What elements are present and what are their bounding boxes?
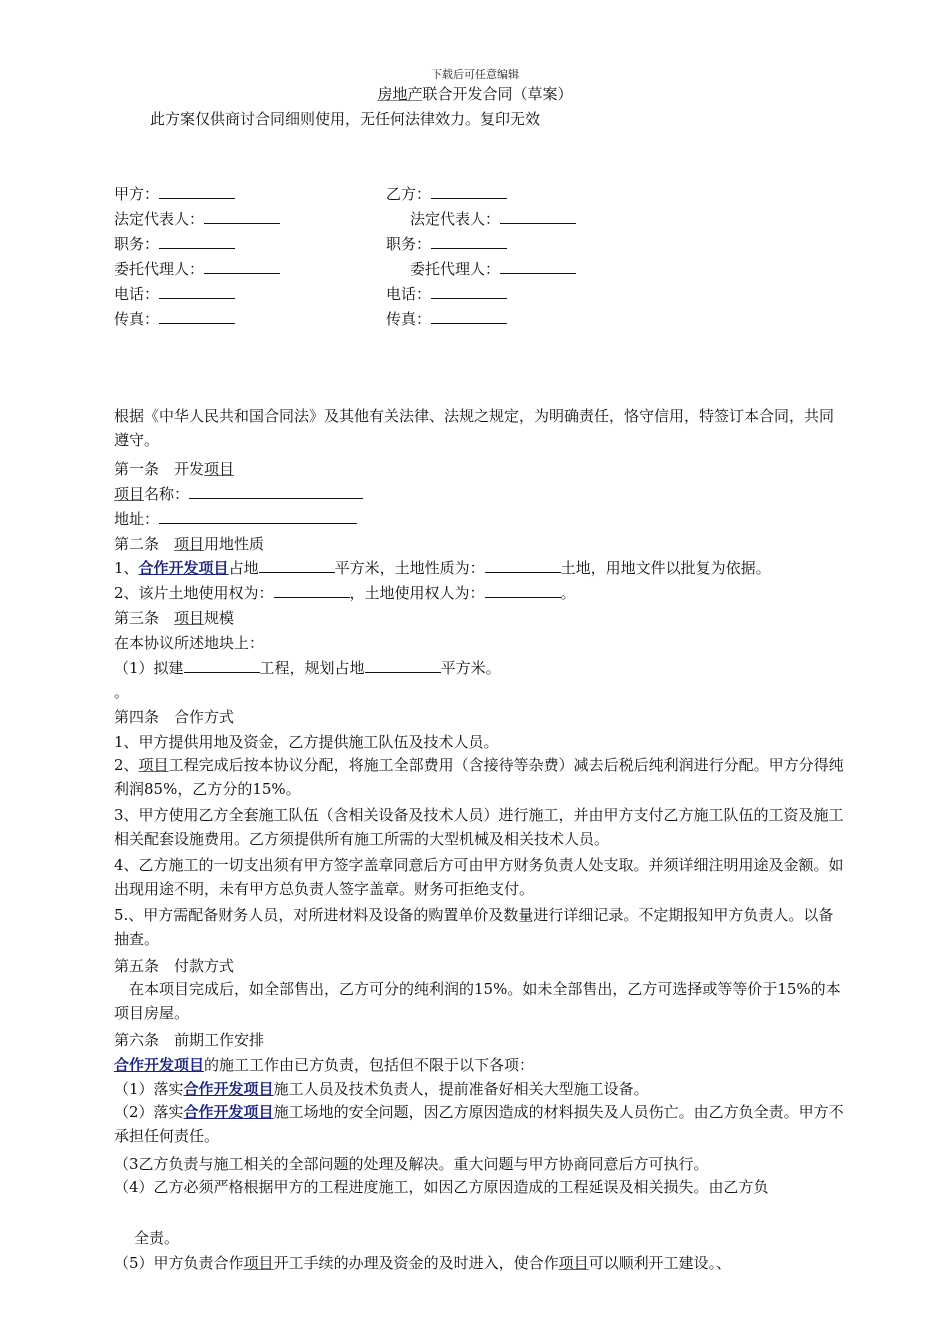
field-label: 电话： bbox=[114, 285, 160, 303]
coop-project-link[interactable]: 合作开发项目 bbox=[114, 1056, 205, 1074]
field-label: 电话： bbox=[386, 285, 432, 303]
party-b-fax-field bbox=[386, 308, 507, 329]
document-title bbox=[0, 83, 950, 104]
article-heading-rest: 用地性质 bbox=[204, 535, 265, 553]
text: 施工人员及技术负责人，提前准备好相关大型施工设备。 bbox=[273, 1080, 649, 1098]
blank-line bbox=[274, 583, 350, 598]
text: 土地，用地文件以批复为依据。 bbox=[560, 559, 771, 577]
field-label: 乙方： bbox=[386, 185, 432, 203]
article-3-item-1 bbox=[114, 657, 501, 678]
field-label: 传真： bbox=[386, 310, 432, 328]
field-label: 传真： bbox=[114, 310, 160, 328]
article-4-item-1: 1、甲方提供用地及资金，乙方提供施工队伍及技术人员。 bbox=[114, 733, 499, 751]
text: 2、该片土地使用权为： bbox=[114, 584, 274, 602]
intro-paragraph: 根据《中华人民共和国合同法》及其他有关法律、法规之规定，为明确责任，恪守信用，特签订本合同，共同遵守。 bbox=[114, 407, 835, 449]
field-label: 职务： bbox=[386, 235, 432, 253]
text: 2、 bbox=[114, 756, 139, 774]
field-label: 甲方： bbox=[114, 185, 160, 203]
article-6-item-4-cont: 全责。 bbox=[134, 1229, 180, 1247]
text: 开工手续的办理及资金的及时进入，使合作 bbox=[273, 1254, 559, 1272]
text: 的施工工作由已方负责，包括但不限于以下各项： bbox=[204, 1056, 535, 1074]
article-3-intro: 在本协议所述地块上： bbox=[114, 634, 265, 652]
field-label: 名称： bbox=[144, 485, 190, 503]
blank-line bbox=[485, 583, 561, 598]
article-4-item-5: 5.、甲方需配备财务人员，对所进材料及设备的购置单价及数量进行详细记录。不定期报知甲方负责人。以备抽查。 bbox=[114, 906, 834, 948]
field-label: 法定代表人： bbox=[410, 210, 501, 228]
blank-line bbox=[189, 484, 363, 499]
text: ，土地使用权人为： bbox=[349, 584, 485, 602]
address-field bbox=[114, 508, 357, 529]
blank-line bbox=[500, 259, 576, 274]
blank-line bbox=[159, 309, 235, 324]
party-b-agent-field bbox=[410, 258, 576, 279]
blank-line bbox=[500, 209, 576, 224]
text: 工程，规划占地 bbox=[259, 659, 365, 677]
text: （2）落实 bbox=[114, 1103, 184, 1121]
coop-project-link[interactable]: 合作开发项目 bbox=[138, 559, 229, 577]
article-5-paragraph: 在本项目完成后，如全部售出，乙方可分的纯利润的15%。如未全部售出，乙方可选择或等等价于15%的本项目房屋。 bbox=[114, 980, 841, 1022]
party-a-agent-field bbox=[114, 258, 280, 279]
project-term: 项目 bbox=[174, 609, 205, 627]
project-term: 项目 bbox=[558, 1254, 589, 1272]
field-label: 地址： bbox=[114, 510, 160, 528]
article-heading: 第二条 bbox=[114, 535, 175, 553]
blank-line bbox=[431, 284, 507, 299]
article-2-title bbox=[114, 533, 264, 554]
party-a-position-field bbox=[114, 233, 235, 254]
blank-line bbox=[184, 658, 260, 673]
article-4-item-2 bbox=[114, 753, 854, 801]
article-6-item-3: （3乙方负责与施工相关的全部问题的处理及解决。重大问题与甲方协商同意后方可执行。 bbox=[114, 1155, 709, 1173]
article-1-title bbox=[114, 458, 234, 479]
party-a-legal-rep-field bbox=[114, 208, 280, 229]
field-label: 法定代表人： bbox=[114, 210, 205, 228]
article-heading: 第三条 bbox=[114, 609, 175, 627]
article-6-item-1 bbox=[114, 1078, 649, 1099]
article-2-item-2 bbox=[114, 582, 576, 603]
article-3-title bbox=[114, 607, 234, 628]
party-b-position-field bbox=[386, 233, 507, 254]
blank-line bbox=[204, 259, 280, 274]
article-6-title: 第六条 前期工作安排 bbox=[114, 1031, 265, 1049]
project-name-field bbox=[114, 483, 363, 504]
party-b-field bbox=[386, 183, 507, 204]
download-note: 下载后可任意编辑 bbox=[431, 68, 519, 81]
article-heading: 第一条 开发 bbox=[114, 460, 205, 478]
party-a-fax-field bbox=[114, 308, 235, 329]
blank-line bbox=[159, 509, 357, 524]
blank-line bbox=[431, 309, 507, 324]
text: 1、 bbox=[114, 559, 139, 577]
blank-line bbox=[159, 184, 235, 199]
article-4-title: 第四条 合作方式 bbox=[114, 708, 235, 726]
coop-project-link[interactable]: 合作开发项目 bbox=[183, 1103, 274, 1121]
text: 平方米，土地性质为： bbox=[334, 559, 485, 577]
blank-line bbox=[204, 209, 280, 224]
project-term: 项目 bbox=[204, 460, 235, 478]
text: （5）甲方负责合作 bbox=[114, 1254, 244, 1272]
article-5-title: 第五条 付款方式 bbox=[114, 957, 235, 975]
article-4-item-3: 3、甲方使用乙方全套施工队伍（含相关设备及技术人员）进行施工，并由甲方支付乙方施工队伍的工资及施工相关配套设施费用。乙方须提供所有施工所需的大型机械及相关技术人员。 bbox=[114, 806, 844, 848]
party-a-field bbox=[114, 183, 235, 204]
article-3-period: 。 bbox=[114, 683, 130, 701]
project-term: 项目 bbox=[114, 485, 145, 503]
disclaimer: 此方案仅供商讨合同细则使用，无任何法律效力。复印无效 bbox=[150, 110, 541, 128]
party-a-phone-field bbox=[114, 283, 235, 304]
text: 平方米。 bbox=[440, 659, 501, 677]
blank-line bbox=[259, 558, 335, 573]
coop-project-link[interactable]: 合作开发项目 bbox=[183, 1080, 274, 1098]
blank-line bbox=[431, 184, 507, 199]
project-term: 项目 bbox=[243, 1254, 274, 1272]
blank-line bbox=[365, 658, 441, 673]
blank-line bbox=[159, 234, 235, 249]
article-heading-rest: 规模 bbox=[204, 609, 235, 627]
field-label: 委托代理人： bbox=[114, 260, 205, 278]
text: （1）落实 bbox=[114, 1080, 184, 1098]
project-term: 项目 bbox=[138, 756, 169, 774]
blank-line bbox=[431, 234, 507, 249]
article-2-item-1 bbox=[114, 557, 771, 578]
title-highlight: 房地产 bbox=[377, 85, 423, 103]
text: 可以顺利开工建设。、 bbox=[588, 1254, 732, 1272]
article-6-item-5 bbox=[114, 1252, 731, 1273]
blank-line bbox=[485, 558, 561, 573]
article-6-item-4: （4）乙方必须严格根据甲方的工程进度施工，如因乙方原因造成的工程延误及相关损失。由乙方负 bbox=[114, 1178, 769, 1196]
article-4-item-4: 4、乙方施工的一切支出须有甲方签字盖章同意后方可由甲方财务负责人处支取。并须详细注明用途及金额。如出现用途不明，未有甲方总负责人签字盖章。财务可拒绝支付。 bbox=[114, 856, 844, 898]
party-b-phone-field bbox=[386, 283, 507, 304]
text: 。 bbox=[560, 584, 576, 602]
text: 工程完成后按本协议分配，将施工全部费用（含接待等杂费）减去后税后纯利润进行分配。甲方分得纯利润85%，乙方分的15%。 bbox=[114, 756, 844, 798]
project-term: 项目 bbox=[174, 535, 205, 553]
field-label: 职务： bbox=[114, 235, 160, 253]
text: （1）拟建 bbox=[114, 659, 184, 677]
title-rest: 联合开发合同（草案） bbox=[422, 85, 573, 103]
blank-line bbox=[159, 284, 235, 299]
text: 施工场地的安全问题，因乙方原因造成的材料损失及人员伤亡。由乙方负全责。甲方不承担任何责任。 bbox=[114, 1103, 844, 1145]
article-6-item-2 bbox=[114, 1100, 844, 1148]
article-6-intro bbox=[114, 1054, 534, 1075]
party-b-legal-rep-field bbox=[410, 208, 576, 229]
text: 占地 bbox=[228, 559, 259, 577]
field-label: 委托代理人： bbox=[410, 260, 501, 278]
